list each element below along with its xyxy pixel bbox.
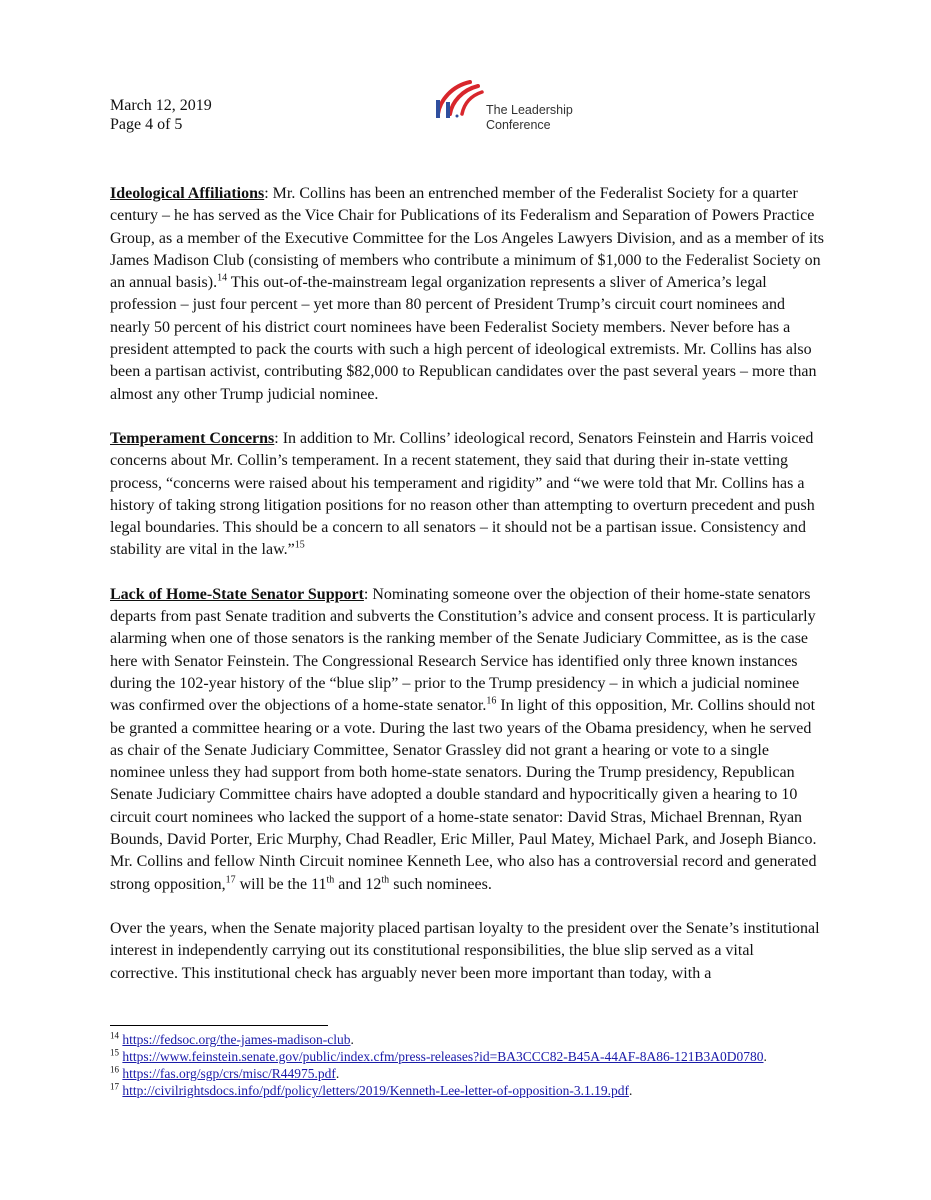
logo-text <box>486 103 573 133</box>
letter-body <box>110 183 825 1007</box>
footnote-ref[interactable]: 17 <box>225 874 236 886</box>
paragraph-text: will be the 11 <box>235 875 327 893</box>
paragraph-text: : Mr. Collins has been an entrenched member of the Federalist Society for a quarter century – he has served as the Vice Chair for Publications of its Federalism and Separation of Powers Practice Group, as a member of the Executive Committee for the Los Angeles Lawyers Division, and as a member of its James Madison Club (consisting of members who contribute a minimum of $1,000 to the Federalist Society on an annual basis). <box>110 185 825 292</box>
footnote-number: 15 <box>110 1047 119 1058</box>
paragraph-home-state-support <box>110 584 825 896</box>
section-heading: Temperament Concerns <box>110 429 275 447</box>
footnote-punct: . <box>350 1032 354 1047</box>
footnote-17 <box>110 1082 825 1099</box>
paragraph-temperament-concerns <box>110 428 825 562</box>
footnote-link[interactable]: https://fedsoc.org/the-james-madison-club <box>122 1032 351 1047</box>
paragraph-text: Over the years, when the Senate majority placed partisan loyalty to the president over the Senate’s institutional interest in independently carrying out its constitutional responsibilities, the blue slip served as a vital corrective. This institutional check has arguably never been more important than today, with a <box>110 919 820 982</box>
footnote-ref[interactable]: 16 <box>486 695 497 707</box>
footnote-link[interactable]: https://www.feinstein.senate.gov/public/index.cfm/press-releases?id=BA3CCC82-B45A-44AF-8A86-121B3A0D0780 <box>122 1049 764 1064</box>
ordinal-suffix: th <box>381 874 390 886</box>
paragraph-ideological-affiliations <box>110 183 825 406</box>
page-number: Page 4 of 5 <box>110 116 183 133</box>
logo-mark-icon <box>430 76 486 122</box>
footnote-ref[interactable]: 15 <box>294 540 305 552</box>
footnote-divider <box>110 1025 328 1026</box>
footnotes <box>110 1031 825 1099</box>
footnote-ref[interactable]: 14 <box>217 272 228 284</box>
ordinal-suffix: th <box>326 874 335 886</box>
section-heading: Ideological Affiliations <box>110 185 265 202</box>
letter-header <box>110 96 212 134</box>
paragraph-text: and 12 <box>334 875 382 893</box>
paragraph-text: In light of this opposition, Mr. Collins should not be granted a committee hearing or a vote. During the last two years of the Obama presidency, when he served as chair of the Senate Judiciary Committee, Senator Grassley did not grant a hearing or vote to a single nominee unless they had support from both home-state senators. During the Trump presidency, Republican Senate Judiciary Committee chairs have adopted a double standard and hypocritically given a hearing to 10 circuit court nominees who lacked the support of a home-state senator: David Stras, Michael Brennan, Ryan Bounds, David Porter, Eric Murphy, Chad Readler, Eric Miller, Paul Matey, Michael Park, and Joseph Bianco. Mr. Collins and fellow Ninth Circuit nominee Kenneth Lee, who also has a controversial record and generated strong opposition, <box>110 697 817 893</box>
footnote-punct: . <box>629 1083 633 1098</box>
paragraph-text: such nominees. <box>389 875 492 893</box>
paragraph-text: : In addition to Mr. Collins’ ideological record, Senators Feinstein and Harris voiced concerns about Mr. Collin’s temperament. In a recent statement, they said that during their in-state vetting process, “concerns were raised about his temperament and rigidity” and “we were told that Mr. Collins has a history of taking strong litigation positions for no reason other than attempting to overturn precedent and push legal boundaries. This should be a concern to all senators – it should not be a partisan issue. Consistency and stability are vital in the law.” <box>110 429 815 559</box>
footnote-16 <box>110 1065 825 1082</box>
footnote-number: 17 <box>110 1081 119 1092</box>
footnote-link[interactable]: https://fas.org/sgp/crs/misc/R44975.pdf <box>122 1066 336 1081</box>
paragraph-text: : Nominating someone over the objection of their home-state senators departs from past Senate tradition and subverts the Constitution’s advice and consent process. It is particularly alarming when one of those senators is the ranking member of the Senate Judiciary Committee, as is the case here with Senator Feinstein. The Congressional Research Service has identified only three known instances during the 102-year history of the “blue slip” – prior to the Trump presidency – in which a judicial nominee was confirmed over the objections of a home-state senator. <box>110 585 816 715</box>
footnote-link[interactable]: http://civilrightsdocs.info/pdf/policy/letters/2019/Kenneth-Lee-letter-of-opposition-3.1.19.pdf <box>122 1083 629 1098</box>
logo-line-1: The Leadership <box>486 103 573 117</box>
leadership-conference-logo <box>430 76 600 136</box>
footnote-15 <box>110 1048 825 1065</box>
paragraph-text: This out-of-the-mainstream legal organization represents a sliver of America’s legal profession – just four percent – yet more than 80 percent of President Trump’s circuit court nominees and nearly 50 percent of his district court nominees have been Federalist Society members. Never before has a president attempted to pack the courts with such a high percent of ideological extremists. Mr. Collins has also been a partisan activist, contributing $82,000 to Republican candidates over the past several years – more than almost any other Trump judicial nominee. <box>110 274 817 403</box>
paragraph-blue-slip <box>110 918 825 985</box>
footnote-14 <box>110 1031 825 1048</box>
letter-date: March 12, 2019 <box>110 97 212 114</box>
logo-line-2: Conference <box>486 118 551 132</box>
footnote-punct: . <box>763 1049 767 1064</box>
footnote-punct: . <box>335 1066 340 1081</box>
footnote-number: 14 <box>110 1030 119 1041</box>
section-heading: Lack of Home-State Senator Support <box>110 585 364 603</box>
footnote-number: 16 <box>110 1064 119 1075</box>
